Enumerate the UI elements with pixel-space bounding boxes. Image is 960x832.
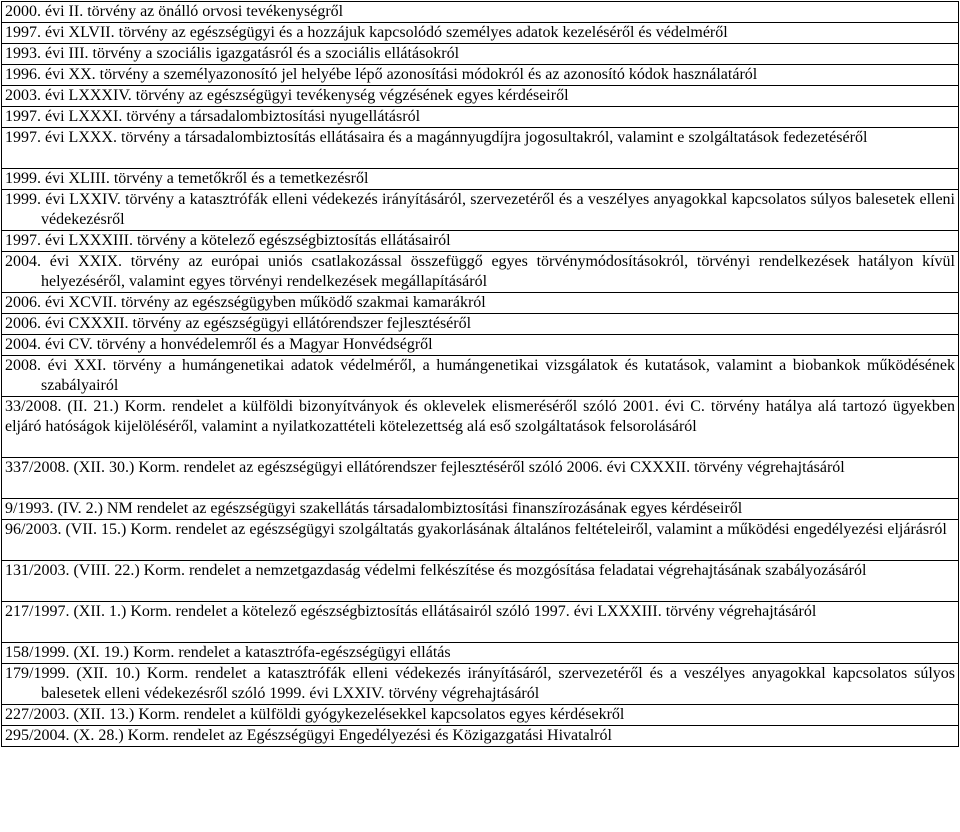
table-row (2, 499, 959, 520)
table-row (2, 520, 959, 561)
law-cell (2, 705, 959, 726)
law-cell (2, 23, 959, 44)
table-row (2, 335, 959, 356)
law-title: 1997. évi XLVII. törvény az egészségügyi és a hozzájuk kapcsolódó személyes adatok kezeléséről és védelméről (5, 24, 728, 41)
law-cell (2, 602, 959, 643)
law-cell (2, 664, 959, 705)
law-title: 1996. évi XX. törvény a személyazonosító jel helyébe lépő azonosítási módokról és az azonosító kódok használatáról (5, 66, 758, 83)
law-title: 1999. évi LXXIV. törvény a katasztrófák elleni védekezés irányításáról, szervezetéről és a veszélyes anyagokkal kapcsolatos súlyos balesetek elleni védekezésről (5, 191, 955, 228)
law-title: 2003. évi LXXXIV. törvény az egészségügyi tevékenység végzésének egyes kérdéseiről (5, 87, 569, 104)
table-row (2, 458, 959, 499)
table-row (2, 65, 959, 86)
table-row (2, 252, 959, 293)
legislation-table-body (2, 2, 959, 747)
law-cell (2, 128, 959, 169)
law-cell (2, 252, 959, 293)
law-title: 2008. évi XXI. törvény a humángenetikai adatok védelméről, a humángenetikai vizsgálatok és kutatások, valamint a biobankok működésének szabályairól (5, 357, 955, 394)
law-cell (2, 458, 959, 499)
law-cell (2, 561, 959, 602)
table-row (2, 397, 959, 458)
law-cell (2, 65, 959, 86)
table-row (2, 23, 959, 44)
law-title: 1993. évi III. törvény a szociális igazgatásról és a szociális ellátásokról (5, 45, 460, 62)
law-cell (2, 726, 959, 747)
legislation-table (1, 1, 959, 747)
law-cell (2, 231, 959, 252)
law-title: 2004. évi CV. törvény a honvédelemről és a Magyar Honvédségről (5, 336, 433, 353)
table-row (2, 664, 959, 705)
law-cell (2, 499, 959, 520)
table-row (2, 314, 959, 335)
law-title: 2004. évi XXIX. törvény az európai uniós csatlakozással összefüggő egyes törvénymódosításokról, törvényi rendelkezések hatályon kívül helyezéséről, valamint egyes törvényi rendelkezések megállapításáról (5, 253, 955, 290)
law-title: 295/2004. (X. 28.) Korm. rendelet az Egészségügyi Engedélyezési és Közigazgatási Hivatalról (5, 727, 612, 744)
table-row (2, 726, 959, 747)
table-row (2, 643, 959, 664)
law-title: 131/2003. (VIII. 22.) Korm. rendelet a nemzetgazdaság védelmi felkészítése és mozgósítása feladatai végrehajtásának szabályozásáról (5, 562, 867, 579)
table-row (2, 705, 959, 726)
table-row (2, 2, 959, 23)
law-title: 1997. évi LXXXI. törvény a társadalombiztosítási nyugellátásról (5, 108, 421, 125)
table-row (2, 561, 959, 602)
law-cell (2, 44, 959, 65)
law-cell (2, 314, 959, 335)
law-cell (2, 643, 959, 664)
table-row (2, 128, 959, 169)
law-title: 33/2008. (II. 21.) Korm. rendelet a külföldi bizonyítványok és oklevelek elismeréséről szóló 2001. évi C. törvény hatálya alá tartozó ügyekben eljáró hatóságok kijelöléséről, valamint a nyilatkozattételi kötelezettség alá eső szolgáltatások felsorolásáról (5, 398, 955, 435)
table-row (2, 356, 959, 397)
law-cell (2, 335, 959, 356)
law-title: 1997. évi LXXX. törvény a társadalombiztosítás ellátásaira és a magánnyugdíjra jogosultakról, valamint e szolgáltatások fedezetéséről (5, 129, 868, 146)
law-title: 2006. évi CXXXII. törvény az egészségügyi ellátórendszer fejlesztéséről (5, 315, 472, 332)
law-title: 96/2003. (VII. 15.) Korm. rendelet az egészségügyi szolgáltatás gyakorlásának általános feltételeiről, valamint a működési engedélyezési eljárásról (5, 521, 947, 538)
table-row (2, 190, 959, 231)
law-cell (2, 169, 959, 190)
law-title: 179/1999. (XII. 10.) Korm. rendelet a katasztrófák elleni védekezés irányításáról, szervezetéről és a veszélyes anyagokkal kapcsolatos súlyos balesetek elleni védekezésről szóló 1999. évi LXXIV. törvény végrehajtásáról (5, 665, 955, 702)
law-title: 1997. évi LXXXIII. törvény a kötelező egészségbiztosítás ellátásairól (5, 232, 451, 249)
law-cell (2, 356, 959, 397)
table-row (2, 231, 959, 252)
law-title: 2006. évi XCVII. törvény az egészségügyben működő szakmai kamarákról (5, 294, 486, 311)
law-cell (2, 520, 959, 561)
table-row (2, 602, 959, 643)
law-cell (2, 86, 959, 107)
table-row (2, 169, 959, 190)
table-row (2, 86, 959, 107)
law-cell (2, 397, 959, 458)
law-title: 227/2003. (XII. 13.) Korm. rendelet a külföldi gyógykezelésekkel kapcsolatos egyes kérdésekről (5, 706, 625, 723)
table-row (2, 293, 959, 314)
law-cell (2, 107, 959, 128)
law-title: 217/1997. (XII. 1.) Korm. rendelet a kötelező egészségbiztosítás ellátásairól szóló 1997. évi LXXXIII. törvény végrehajtásáról (5, 603, 817, 620)
table-row (2, 44, 959, 65)
law-cell (2, 2, 959, 23)
law-title: 9/1993. (IV. 2.) NM rendelet az egészségügyi szakellátás társadalombiztosítási finanszírozásának egyes kérdéseiről (5, 500, 743, 517)
table-row (2, 107, 959, 128)
law-cell (2, 293, 959, 314)
law-cell (2, 190, 959, 231)
law-title: 2000. évi II. törvény az önálló orvosi tevékenységről (5, 3, 344, 20)
law-title: 337/2008. (XII. 30.) Korm. rendelet az egészségügyi ellátórendszer fejlesztéséről szóló 2006. évi CXXXII. törvény végrehajtásáról (5, 459, 845, 476)
law-title: 1999. évi XLIII. törvény a temetőkről és a temetkezésről (5, 170, 369, 187)
law-title: 158/1999. (XI. 19.) Korm. rendelet a katasztrófa-egészségügyi ellátás (5, 644, 451, 661)
